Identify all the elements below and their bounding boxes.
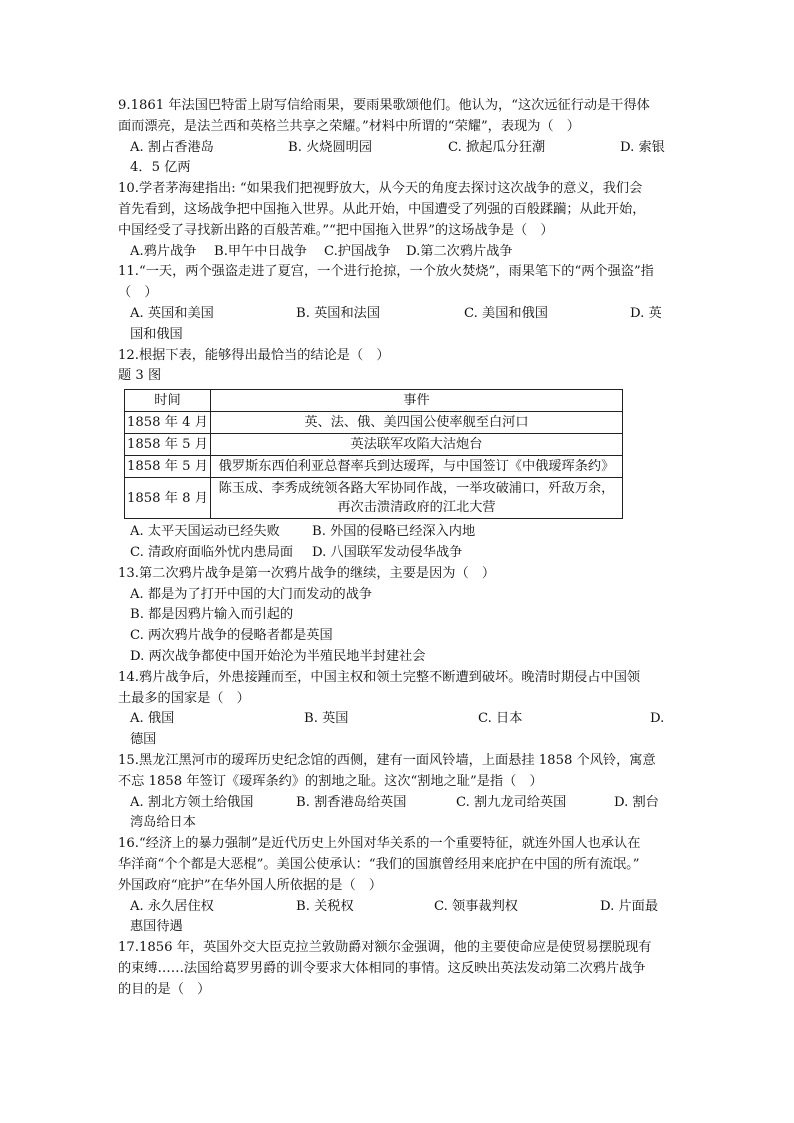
question-stem: 不忘 1858 年签订《瑷珲条约》的割地之耻。这次“割地之耻”是指（ ） [118,773,543,789]
column-header-time: 时间 [125,390,211,412]
question-17 [118,938,678,1000]
table-row [125,478,623,519]
cell-time: 1858 年 5 月 [125,434,211,456]
option-d-continued: 惠国待遇 [130,919,183,935]
option-c: C. 清政府面临外忧内患局面 [130,544,294,560]
question-9 [118,96,678,179]
events-table [124,389,623,519]
option-c: C. 掀起瓜分狂潮 [448,139,546,155]
option-row [118,138,678,159]
question-stem: 面而漂亮，是法兰西和英格兰共享之荣耀。”材料中所谓的“荣耀”，表现为（ ） [118,118,580,134]
option-d: D. [650,711,665,727]
question-stem: 12.根据下表，能够得出最恰当的结论是（ ） [118,347,390,363]
question-stem: 的目的是（ ） [118,981,211,997]
option-row [118,543,678,564]
option-b: B. 火烧圆明园 [288,139,373,155]
option-c: C. 日本 [478,711,523,727]
option-c: C. 割九龙司给英国 [456,794,567,810]
option-a: A. 英国和美国 [130,305,214,321]
option-c: C.护国战争 [324,243,391,259]
option-a: A. 太平天国运动已经失败 [130,524,280,540]
table-header-row [125,390,623,412]
option-b: B. 割香港岛给英国 [296,794,407,810]
option-row [118,793,678,814]
option-d: D. 英 [630,305,662,321]
option-a: A. 割占香港岛 [130,139,214,155]
option-b: B. 英国和法国 [296,305,381,321]
option-d: D. 索银 [620,139,665,155]
table-row [125,456,623,478]
question-stem: 13.第二次鸦片战争是第一次鸦片战争的继续，主要是因为（ ） [118,565,496,581]
question-stem: 10.学者茅海建指出: “如果我们把视野放大，从今天的角度去探讨这次战争的意义，我们会 [118,181,643,197]
option-a: A.鸦片战争 [130,243,197,259]
question-stem: 华洋商“个个都是大恶棍”。美国公使承认：“我们的国旗曾经用来庇护在中国的所有流氓。” [118,856,640,872]
option-d: D. 两次战争都使中国开始沦为半殖民地半封建社会 [130,648,426,664]
option-row [118,522,678,543]
option-b: B. 英国 [304,711,349,727]
cell-time: 1858 年 8 月 [125,478,211,519]
option-row [118,242,678,263]
option-d: D. 八国联军发动侵华战争 [312,544,463,560]
cell-time: 1858 年 5 月 [125,456,211,478]
question-16 [118,834,678,938]
question-stem: 11.“一天，两个强盗走进了夏宫，一个进行抢掠，一个放火焚烧”，雨果笔下的“两个强盗”指 [118,264,654,280]
question-stem: 首先看到，这场战争把中国拖入世界。从此开始，中国遭受了列强的百般蹂躏；从此开始， [118,201,646,217]
option-d-continued: 国和俄国 [130,326,183,342]
question-12 [118,346,678,564]
option-row [118,897,678,918]
option-row [118,709,678,730]
option-b: B.甲午中日战争 [214,243,308,259]
question-15 [118,751,678,834]
question-stem: 的束缚……法国给葛罗男爵的训令要求大体相同的事情。这反映出英法发动第二次鸦片战争 [118,960,646,976]
cell-event: 英、法、俄、美四国公使率舰至白河口 [210,412,622,434]
question-stem: 16.“经济上的暴力强制”是近代历史上外国对华关系的一个重要特征，就连外国人也承认在 [118,836,641,852]
question-stem: 中国经受了寻找新出路的百般苦难。”“把中国拖入世界”的这场战争是（ ） [118,222,554,238]
option-b: B. 关税权 [296,898,354,914]
option-a: A. 俄国 [130,711,175,727]
option-d: D.第二次鸦片战争 [406,243,513,259]
question-14 [118,668,678,751]
option-c: C. 美国和俄国 [464,305,548,321]
question-stem: 15.黑龙江黑河市的瑷珲历史纪念馆的西侧，建有一面风铃墙，上面悬挂 1858 个风铃，寓意 [118,752,656,768]
question-stem: （ ） [118,285,158,301]
table-row [125,434,623,456]
question-stem: 9.1861 年法国巴特雷上尉写信给雨果，要雨果歌颂他们。他认为，“这次远征行动是干得体 [118,98,650,113]
option-b: B. 外国的侵略已经深入内地 [312,524,476,540]
option-c: C. 领事裁判权 [434,898,518,914]
question-11 [118,262,678,345]
cell-event: 俄罗斯东西伯利亚总督率兵到达瑷珲，与中国签订《中俄瑷珲条约》 [210,456,622,478]
column-header-event: 事件 [210,390,622,412]
exam-page [118,96,678,1000]
option-d-continued: 德国 [130,732,157,748]
question-10 [118,179,678,262]
option-row [118,304,678,325]
question-stem: 外国政府“庇护”在华外国人所依据的是（ ） [118,877,383,893]
table-caption: 题 3 图 [118,368,162,384]
option-d-continued: 4．5 亿两 [130,160,191,176]
option-c: C. 两次鸦片战争的侵略者都是英国 [130,628,333,644]
question-stem: 土最多的国家是（ ） [118,690,250,706]
option-b: B. 都是因鸦片输入而引起的 [130,607,294,623]
table-row [125,412,623,434]
option-d: D. 片面最 [600,898,659,914]
question-13 [118,564,678,668]
option-a: A. 永久居住权 [130,898,214,914]
option-a: A. 都是为了打开中国的大门而发动的战争 [130,586,373,602]
option-a: A. 割北方领土给俄国 [130,794,254,810]
option-d: D. 割台 [614,794,659,810]
option-d-continued: 湾岛给日本 [130,815,196,831]
question-stem: 17.1856 年，英国外交大臣克拉兰敦勋爵对额尔金强调，他的主要使命应是使贸易摆脱现有 [118,940,652,956]
question-stem: 14.鸦片战争后，外患接踵而至，中国主权和领土完整不断遭到破坏。晚清时期侵占中国领 [118,669,641,685]
cell-event: 陈玉成、李秀成统领各路大军协同作战，一举攻破浦口，歼敌万余，再次击溃清政府的江北大营 [210,478,622,519]
cell-event: 英法联军攻陷大沽炮台 [210,434,622,456]
cell-time: 1858 年 4 月 [125,412,211,434]
